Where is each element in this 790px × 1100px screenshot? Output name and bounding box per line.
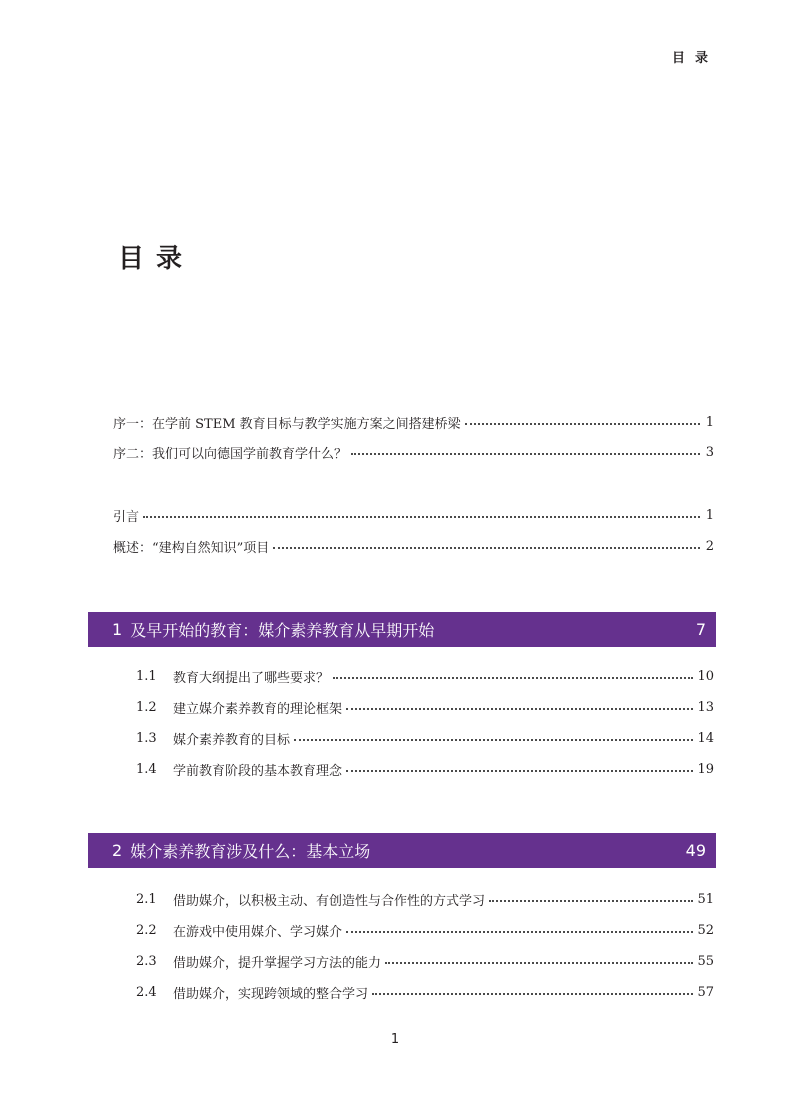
toc-entry-page: 3 [705, 444, 714, 460]
section-number: 2.2 [136, 922, 157, 938]
chapter-title: 及早开始的教育：媒介素养教育从早期开始 [130, 621, 435, 640]
section-title: 借助媒介，以积极主动、有创造性与合作性的方式学习 [173, 893, 486, 909]
section-page: 19 [697, 761, 714, 777]
toc-entry-label: 序一：在学前 STEM 教育目标与教学实施方案之间搭建桥梁 [113, 416, 461, 432]
chapter-number: 2 [112, 841, 123, 860]
section-number: 1.2 [136, 699, 157, 715]
section-page: 51 [697, 891, 714, 907]
leader-dots [385, 962, 693, 964]
leader-dots [372, 993, 693, 995]
section-title: 建立媒介素养教育的理论框架 [173, 701, 343, 717]
leader-dots [333, 677, 693, 679]
toc-entry-section-1-1[interactable] [136, 666, 714, 686]
toc-entry-preface-2[interactable] [113, 442, 714, 462]
toc-entry-section-2-3[interactable] [136, 951, 714, 971]
section-number: 1.1 [136, 668, 157, 684]
chapter-number: 1 [112, 620, 123, 639]
toc-entry-overview[interactable] [113, 536, 714, 556]
toc-entry-section-2-1[interactable] [136, 889, 714, 909]
toc-entry-section-2-2[interactable] [136, 920, 714, 940]
section-page: 57 [697, 984, 714, 1000]
leader-dots [346, 770, 693, 772]
chapter-1-header[interactable] [88, 612, 716, 647]
page-number: 1 [390, 1032, 400, 1047]
page-title: 目录 [118, 244, 195, 274]
toc-entry-label: 序二：我们可以向德国学前教育学什么？ [113, 446, 348, 462]
chapter-page: 7 [695, 620, 706, 639]
section-title: 借助媒介，提升掌握学习方法的能力 [173, 955, 382, 971]
section-number: 1.3 [136, 730, 157, 746]
section-title: 借助媒介，实现跨领域的整合学习 [173, 986, 369, 1002]
leader-dots [346, 708, 693, 710]
running-head: 目录 [672, 51, 719, 66]
toc-entry-section-1-3[interactable] [136, 728, 714, 748]
section-number: 2.1 [136, 891, 157, 907]
section-page: 52 [697, 922, 714, 938]
section-page: 10 [697, 668, 714, 684]
toc-entry-page: 2 [705, 538, 714, 554]
leader-dots [294, 739, 693, 741]
section-title: 媒介素养教育的目标 [173, 732, 291, 748]
chapter-page: 49 [685, 841, 706, 860]
toc-entry-label: 概述：“建构自然知识”项目 [113, 540, 270, 556]
section-title: 学前教育阶段的基本教育理念 [173, 763, 343, 779]
leader-dots [489, 900, 693, 902]
leader-dots [346, 931, 693, 933]
toc-entry-introduction[interactable] [113, 505, 714, 525]
toc-entry-section-1-4[interactable] [136, 759, 714, 779]
leader-dots [273, 547, 700, 549]
toc-entry-section-2-4[interactable] [136, 982, 714, 1002]
section-title: 在游戏中使用媒介、学习媒介 [173, 924, 343, 940]
section-title: 教育大纲提出了哪些要求？ [173, 670, 330, 686]
toc-entry-preface-1[interactable] [113, 412, 714, 432]
leader-dots [351, 453, 700, 455]
toc-entry-label: 引言 [113, 509, 140, 525]
section-page: 13 [697, 699, 714, 715]
leader-dots [143, 516, 700, 518]
toc-entry-page: 1 [705, 414, 714, 430]
toc-entry-page: 1 [705, 507, 714, 523]
section-number: 1.4 [136, 761, 157, 777]
chapter-2-header[interactable] [88, 833, 716, 868]
chapter-title: 媒介素养教育涉及什么：基本立场 [130, 842, 371, 861]
section-page: 14 [697, 730, 714, 746]
section-number: 2.4 [136, 984, 157, 1000]
toc-entry-section-1-2[interactable] [136, 697, 714, 717]
leader-dots [465, 423, 700, 425]
section-number: 2.3 [136, 953, 157, 969]
section-page: 55 [697, 953, 714, 969]
